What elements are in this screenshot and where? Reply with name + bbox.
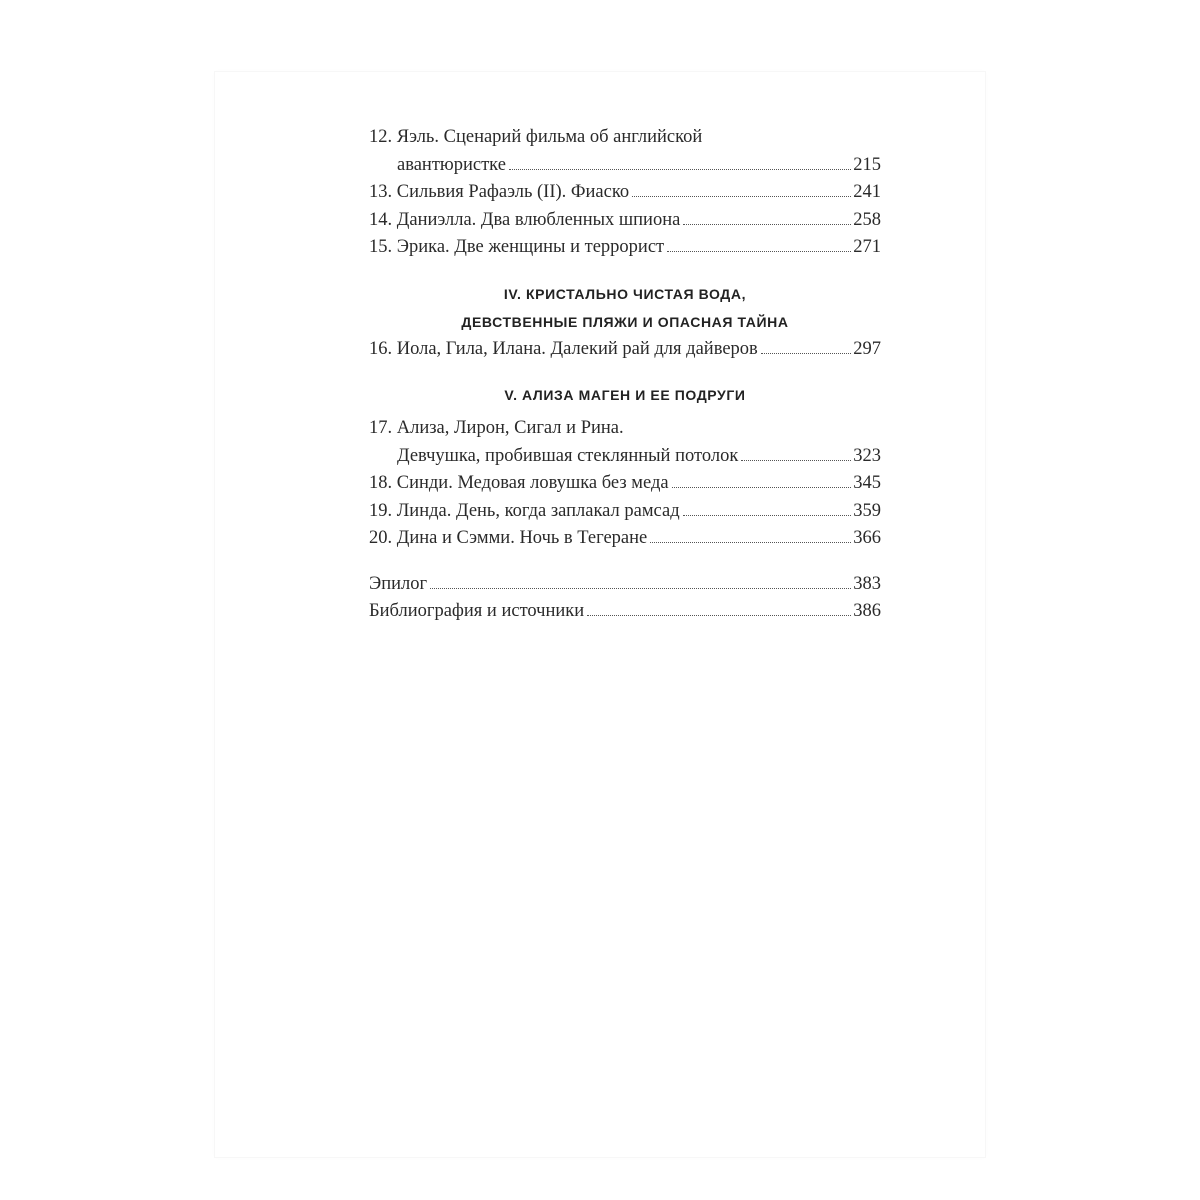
toc-entry-page: 271 <box>853 237 881 257</box>
dot-leader <box>632 196 851 197</box>
toc-entry-title-cont: Девчушка, пробившая стеклянный потолок <box>397 445 739 466</box>
section-heading-line: ДЕВСТВЕННЫЕ ПЛЯЖИ И ОПАСНАЯ ТАЙНА <box>461 313 789 330</box>
dot-leader <box>509 169 851 170</box>
dot-leader <box>683 515 852 516</box>
toc-entry-page: 241 <box>853 182 881 202</box>
toc-entry-19[interactable] <box>369 498 881 526</box>
toc-entry-14[interactable] <box>369 207 881 235</box>
dot-leader <box>430 588 851 589</box>
toc-entry-page: 297 <box>853 338 881 359</box>
toc-entry-17[interactable] <box>369 415 881 470</box>
table-of-contents <box>369 124 881 626</box>
toc-entry-title-line <box>369 152 881 180</box>
dot-leader <box>587 615 851 616</box>
dot-leader <box>761 353 851 354</box>
toc-entry-title-line <box>369 470 881 498</box>
toc-entry-bibliography[interactable] <box>369 598 881 626</box>
toc-entry-page: 323 <box>853 445 881 466</box>
toc-entry-page: 383 <box>853 573 881 594</box>
toc-entry-title-line <box>369 207 881 235</box>
dot-leader <box>741 460 851 461</box>
spacer <box>369 553 881 571</box>
toc-entry-title-line <box>369 124 881 152</box>
toc-entry-title: 14. Даниэлла. Два влюбленных шпиона <box>369 209 681 230</box>
section-heading-v <box>369 381 881 409</box>
toc-entry-title-line <box>369 598 881 626</box>
toc-entry-12[interactable] <box>369 124 881 179</box>
toc-entry-page: 366 <box>853 528 881 548</box>
toc-entry-20[interactable] <box>369 525 881 553</box>
toc-entry-epilogue[interactable] <box>369 571 881 599</box>
dot-leader <box>683 224 851 225</box>
toc-entry-title-cont: авантюристке <box>397 154 506 175</box>
toc-entry-title: 15. Эрика. Две женщины и террорист <box>369 237 665 257</box>
toc-entry-18[interactable] <box>369 470 881 498</box>
toc-entry-title: 20. Дина и Сэмми. Ночь в Тегеране <box>369 528 648 548</box>
toc-entry-title-line <box>369 443 881 471</box>
toc-entry-page: 345 <box>853 473 881 493</box>
toc-entry-title: 19. Линда. День, когда заплакал рамсад <box>369 500 680 521</box>
section-heading-iv <box>369 280 881 336</box>
toc-entry-page: 258 <box>853 209 881 230</box>
dot-leader <box>650 542 851 543</box>
toc-entry-title: 12. Яэль. Сценарий фильма об английской <box>369 127 703 147</box>
toc-entry-title-line <box>369 336 881 364</box>
toc-entry-page: 359 <box>853 500 881 521</box>
dot-leader <box>672 487 852 488</box>
toc-entry-title: 18. Синди. Медовая ловушка без меда <box>369 473 669 493</box>
toc-entry-title: Библиография и источники <box>369 601 585 621</box>
toc-entry-title: Эпилог <box>369 573 428 594</box>
toc-entry-title-line <box>369 525 881 553</box>
section-heading-line: V. АЛИЗА МАГЕН И ЕЕ ПОДРУГИ <box>504 387 746 403</box>
toc-entry-title-line <box>369 234 881 262</box>
toc-entry-15[interactable] <box>369 234 881 262</box>
toc-entry-page: 215 <box>853 154 881 175</box>
toc-entry-16[interactable] <box>369 336 881 364</box>
toc-entry-title-line <box>369 415 881 443</box>
toc-entry-title-line <box>369 571 881 599</box>
toc-entry-title: 17. Ализа, Лирон, Сигал и Рина. <box>369 418 624 438</box>
toc-entry-title-line <box>369 498 881 526</box>
toc-entry-title: 13. Сильвия Рафаэль (II). Фиаско <box>369 182 630 202</box>
toc-entry-13[interactable] <box>369 179 881 207</box>
section-heading-line: IV. КРИСТАЛЬНО ЧИСТАЯ ВОДА, <box>503 285 747 302</box>
dot-leader <box>667 251 851 252</box>
spacer <box>369 363 881 381</box>
toc-entry-title-line <box>369 179 881 207</box>
spacer <box>369 262 881 280</box>
toc-entry-page: 386 <box>853 601 881 621</box>
toc-entry-title: 16. Иола, Гила, Илана. Далекий рай для дайверов <box>369 338 758 359</box>
